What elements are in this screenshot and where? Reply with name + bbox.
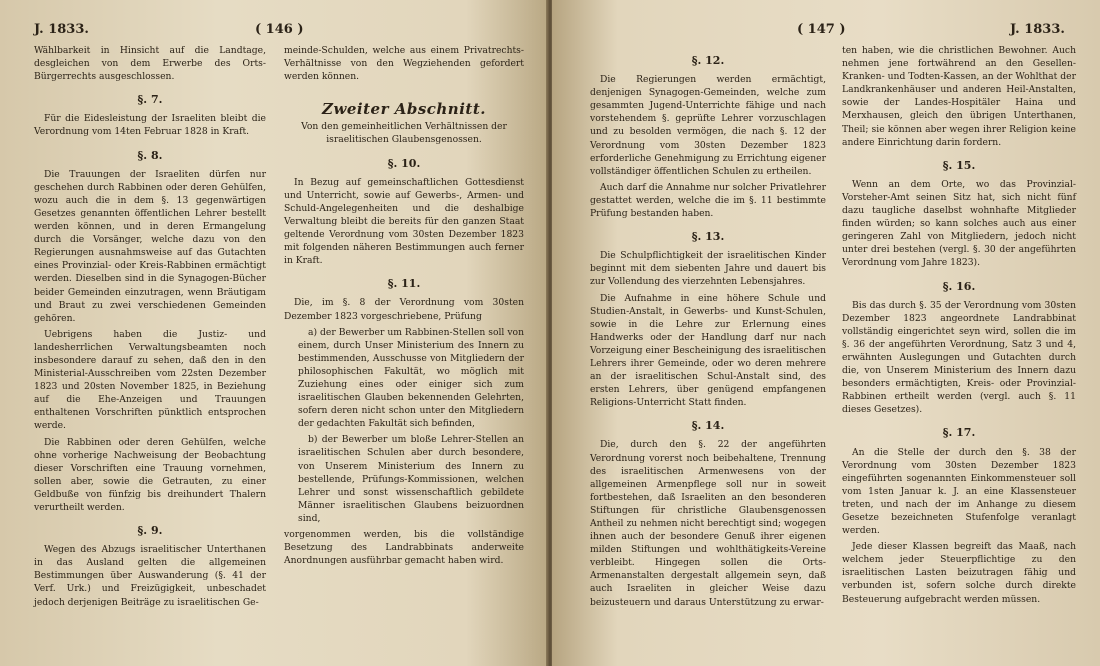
paragraph: Die, im §. 8 der Verordnung vom 30sten Dezember 1823 vorgeschriebene, Prüfung bbox=[284, 297, 524, 322]
paragraph: Wegen des Abzugs israelitischer Unterthanen in das Ausland gelten die allgemeinen Bestimmungen über Auswanderung (§. 41 der Verf. Urk.) und Freizügigkeit, unbeschadet jedoch derjenigen Beiträge zu israelitischen Ge- bbox=[34, 544, 266, 608]
paragraph: An die Stelle der durch den §. 38 der Verordnung vom 30sten Dezember 1823 eingeführten sogenannten Einkommensteuer soll vom 1sten Januar k. J. an eine Klassensteuer treten, und nach der im Anhange zu diesem Gesetze bezeichneten Stufenfolge veranlagt werden. bbox=[842, 446, 1076, 537]
paragraph: Die Trauungen der Israeliten dürfen nur geschehen durch Rabbinen oder deren Gehülfen, wozu auch die in dem §. 13 gegenwärtigen Gesetzes genannten öffentlichen Lehrer bestellt werden können, und in deren Ermangelung durch die Vorsänger, welche dazu von den Regierungen ausnahmsweise auf das Gutachten eines Provinzial- oder Kreis-Rabbinen ermächtigt werden. Dieselben sind in die Synagogen-Bücher beider Gemeinden einzutragen, wenn Bräutigam und Braut zu zwei verschiedenen Gemeinden gehören. bbox=[34, 168, 266, 324]
section-heading: §. 11. bbox=[387, 277, 421, 291]
section-heading: §. 14. bbox=[691, 419, 725, 433]
paragraph: Die Aufnahme in eine höhere Schule und Studien-Anstalt, in Gewerbs- und Kunst-Schulen, sowie in die Lehre zur Erlernung eines Handwerks oder der Handlung darf nur nach Vorzeigung einer Bescheinigung des israelitischen Lehrers ihrer Gemeinde, oder wo deren mehrere an der israelitischen Schul-Anstalt sind, des ersten Lehrers, über genügend empfangenen Religions-Unterricht Statt finden. bbox=[590, 292, 826, 409]
paragraph: Wenn an dem Orte, wo das Provinzial-Vorsteher-Amt seinen Sitz hat, sich nicht fünf dazu taugliche daselbst wohnhafte Mitglieder finden würden; so kann solches auch aus einer geringeren Zahl von Mitgliedern, jedoch nicht unter drei bestehen (vergl. §. 30 der angeführten Verordnung vom Jahre 1823). bbox=[842, 178, 1076, 269]
chapter-title: Zweiter Abschnitt. bbox=[322, 100, 486, 119]
right-column-1 bbox=[590, 44, 826, 612]
list-item: b) der Bewerber um bloße Lehrer-Stellen an israelitischen Schulen aber durch besondere, von Unserem Ministerium des Innern zu bestellende, Prüfungs-Kommissionen, welchen Lehrer und sonst wissenschaftlich gebildete Männer israelitischen Glaubens beizuordnen sind, bbox=[298, 434, 524, 524]
paragraph: ten haben, wie die christlichen Bewohner. Auch nehmen jene fortwährend an den Gesellen-Kranken- und Todten-Kassen, an der Wohlthat der Landkrankenhäuser und anderen Heil-Anstalten, sowie der Landes-Hospitäler Haina und Merxhausen, gleich den übrigen Unterthanen, Theil; sie können aber wegen ihrer Religion keine andere Einrichtung darin fordern. bbox=[842, 45, 1076, 148]
list-item: a) der Bewerber um Rabbinen-Stellen soll von einem, durch Unser Ministerium des Innern zu bestimmenden, Ausschusse von Mitgliedern der philosophischen Fakultät, wo möglich mit Zuziehung eines oder einiger sich zum israelitischen Glauben bekennenden Gelehrten, sofern deren nicht schon unter den Mitgliedern der gedachten Fakultät sich befinden, bbox=[298, 326, 524, 430]
left-column-1 bbox=[34, 44, 266, 612]
section-heading: §. 13. bbox=[691, 230, 725, 244]
paragraph: Auch darf die Annahme nur solcher Privatlehrer gestattet werden, welche die im §. 11 bestimmte Prüfung bestanden haben. bbox=[590, 181, 826, 220]
right-column-2 bbox=[842, 44, 1076, 609]
section-heading: §. 10. bbox=[387, 156, 421, 170]
section-heading: §. 16. bbox=[942, 279, 976, 293]
left-page-number: ( 146 ) bbox=[255, 22, 304, 37]
left-year-header: J. 1833. bbox=[34, 22, 89, 37]
paragraph: Wählbarkeit in Hinsicht auf die Landtage, desgleichen von dem Erwerbe des Orts-Bürgerrechts ausgeschlossen. bbox=[34, 45, 266, 83]
paragraph: Jede dieser Klassen begreift das Maaß, nach welchem jeder Steuerpflichtige zu den israelitischen Lasten beizutragen fähig und verbunden ist, sofern solche durch direkte Besteuerung aufgebracht werden müssen. bbox=[842, 541, 1076, 605]
paragraph: Die Schulpflichtigkeit der israelitischen Kinder beginnt mit dem siebenten Jahre und dauert bis zur Vollendung des vierzehnten Lebensjahres. bbox=[590, 250, 826, 288]
section-heading: §. 15. bbox=[942, 158, 976, 172]
section-heading: §. 9. bbox=[137, 524, 163, 538]
paragraph: Für die Eidesleistung der Israeliten bleibt die Verordnung vom 14ten Februar 1828 in Kraft. bbox=[34, 113, 266, 138]
left-page bbox=[0, 0, 548, 666]
left-column-2 bbox=[284, 44, 524, 570]
section-heading: §. 17. bbox=[942, 426, 976, 440]
section-heading: §. 7. bbox=[137, 93, 163, 107]
paragraph: Die, durch den §. 22 der angeführten Verordnung vorerst noch beibehaltene, Trennung des israelitischen Armenwesens von der allgemeinen Armenpflege soll nur in soweit fortbestehen, daß Israeliten an den besonderen Stiftungen für christliche Glaubensgenossen Antheil zu nehmen nicht berechtigt sind; wogegen ihnen auch der besondere Genuß ihrer eigenen milden Stiftungen und wohlthätigkeits-Vereine verbleibt. Hingegen sollen die Orts-Armenanstalten dergestalt allgemein seyn, daß auch Israeliten in gleicher Weise dazu beizusteuern und daraus Unterstützung zu erwar- bbox=[590, 439, 826, 608]
section-heading: §. 8. bbox=[137, 148, 163, 162]
paragraph: Die Regierungen werden ermächtigt, denjenigen Synagogen-Gemeinden, welche zum gesammten Jugend-Unterrichte fähige und nach vorstehendem §. geprüfte Lehrer vorzuschlagen und zu besolden vermögen, die nach §. 12 der Verordnung vom 30sten Dezember 1823 erforderliche Genehmigung zu Errichtung eigener vollständiger öffentlichen Schulen zu ertheilen. bbox=[590, 74, 826, 177]
right-year-header: J. 1833. bbox=[1010, 22, 1065, 37]
paragraph: Bis das durch §. 35 der Verordnung vom 30sten Dezember 1823 angeordnete Landrabbinat vollständig eingerichtet seyn wird, sollen die im §. 36 der angeführten Verordnung, Satz 3 und 4, erwähnten Auslegungen und Gutachten durch die, von Unserem Ministerium des Innern dazu besonders ermächtigten, Kreis- oder Provinzial-Rabbinen ertheilt werden (vergl. auch §. 11 dieses Gesetzes). bbox=[842, 299, 1076, 416]
paragraph: meinde-Schulden, welche aus einem Privatrechts-Verhältnisse von den Wegziehenden gefordert werden können. bbox=[284, 45, 524, 83]
section-heading: §. 12. bbox=[691, 54, 725, 67]
paragraph: vorgenommen werden, bis die vollständige Besetzung des Landrabbinats anderweite Anordnungen ausführbar gemacht haben wird. bbox=[284, 529, 524, 567]
right-page bbox=[552, 0, 1100, 666]
paragraph: Die Rabbinen oder deren Gehülfen, welche ohne vorherige Nachweisung der Beobachtung dieser Vorschriften eine Trauung vornehmen, sollen aber, sowie die Getrauten, zu einer Geldbuße von fünfzig bis dreihundert Thalern verurtheilt werden. bbox=[34, 436, 266, 513]
paragraph: Uebrigens haben die Justiz- und landesherrlichen Verwaltungsbeamten noch insbesondere darauf zu sehen, daß den in den Ministerial-Ausschreiben vom 22sten Dezember 1823 und 20sten November 1825, in Beziehung auf die Ehe-Anzeigen und Trauungen enthaltenen Vorschriften pünktlich entsprochen werde. bbox=[34, 328, 266, 432]
right-page-number: ( 147 ) bbox=[797, 22, 846, 37]
chapter-subtitle: Von den gemeinheitlichen Verhältnissen der israelitischen Glaubensgenossen. bbox=[301, 121, 507, 146]
paragraph: In Bezug auf gemeinschaftlichen Gottesdienst und Unterricht, sowie auf Gewerbs-, Armen- und Schuld-Angelegenheiten und die deshalbige Verwaltung bleibt die bereits für den ganzen Staat geltende Verordnung vom 30sten Dezember 1823 mit folgenden näheren Bestimmungen auch ferner in Kraft. bbox=[284, 176, 524, 267]
